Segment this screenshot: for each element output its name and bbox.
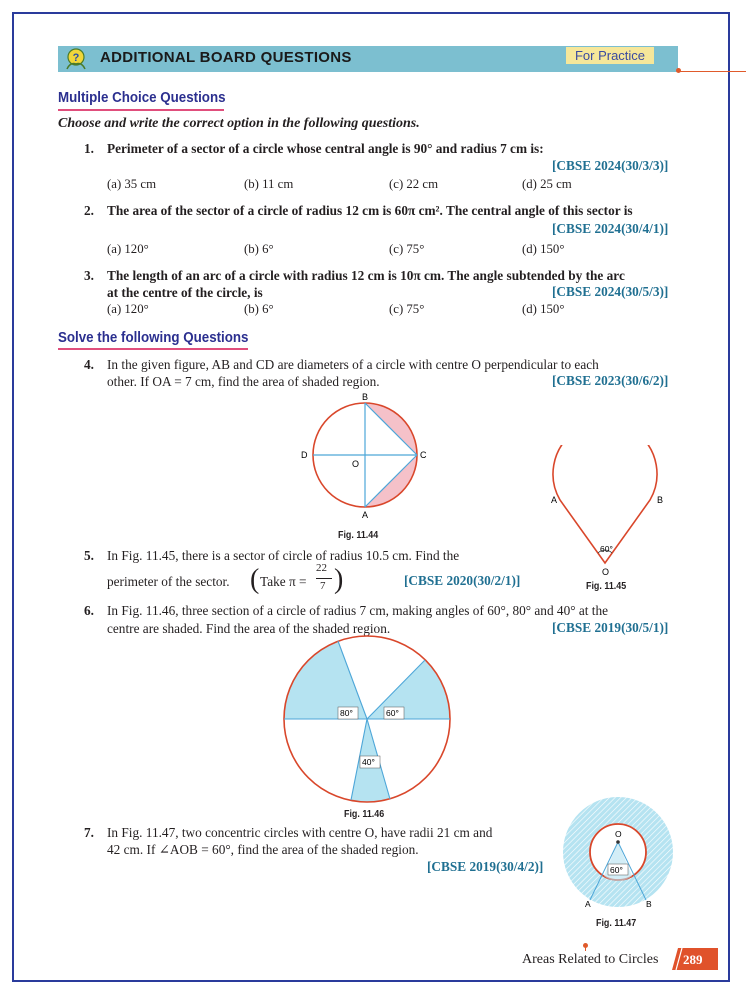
q1-text: Perimeter of a sector of a circle whose central angle is 90° and radius 7 cm is: — [107, 141, 544, 156]
q2-option-b[interactable]: (b) 6° — [244, 242, 274, 256]
fig46-caption: Fig. 11.46 — [344, 808, 385, 820]
q1-option-d[interactable]: (d) 25 cm — [522, 177, 572, 191]
frac-numerator: 22 — [316, 562, 327, 574]
angle-40: 40° — [362, 757, 375, 767]
angle-label: 60° — [610, 865, 623, 875]
practice-tag: For Practice — [566, 47, 654, 64]
label-a: A — [551, 495, 558, 505]
angle-label: 60° — [600, 544, 613, 554]
q4-source: [CBSE 2023(30/6/2)] — [552, 373, 669, 388]
q1-option-a[interactable]: (a) 35 cm — [107, 177, 157, 191]
fig44-caption: Fig. 11.44 — [338, 529, 379, 541]
label-b: B — [657, 495, 664, 505]
paren-right: ) — [334, 564, 344, 595]
solve-heading-underline — [58, 348, 248, 350]
q1-source: [CBSE 2024(30/3/3)] — [552, 158, 669, 173]
q3-option-d[interactable]: (d) 150° — [522, 302, 565, 316]
q2-option-a[interactable]: (a) 120° — [107, 242, 149, 256]
label-o: O — [352, 459, 360, 469]
q7-text-line2: 42 cm. If ∠AOB = 60°, find the area of the shaded region. — [107, 842, 419, 857]
q6-text-line1: In Fig. 11.46, three section of a circle of radius 7 cm, making angles of 60°, 80° and 40° at the — [107, 603, 609, 618]
q2-source: [CBSE 2024(30/4/1)] — [552, 221, 669, 236]
q2-option-d[interactable]: (d) 150° — [522, 242, 565, 256]
figure-11-46 — [280, 630, 455, 810]
figure-11-45 — [540, 445, 670, 580]
banner-title: ADDITIONAL BOARD QUESTIONS — [100, 49, 352, 66]
q2-number: 2. — [84, 203, 94, 218]
q1-option-c[interactable]: (c) 22 cm — [389, 177, 439, 191]
question-head-icon — [64, 48, 88, 70]
q5-text-line2: perimeter of the sector. — [107, 574, 230, 589]
footer-dot — [583, 943, 588, 948]
q7-source: [CBSE 2019(30/4/2)] — [427, 859, 544, 874]
angle-60: 60° — [386, 708, 399, 718]
mcq-heading: Multiple Choice Questions — [58, 90, 226, 106]
angle-80: 80° — [340, 708, 353, 718]
svg-text:?: ? — [72, 52, 80, 64]
fig47-caption: Fig. 11.47 — [596, 917, 637, 929]
q3-option-a[interactable]: (a) 120° — [107, 302, 149, 316]
q3-text-line2: at the centre of the circle, is — [107, 285, 263, 300]
page-number: 289 — [683, 952, 703, 967]
q7-text-line1: In Fig. 11.47, two concentric circles with centre O, have radii 21 cm and — [107, 825, 493, 840]
q1-number: 1. — [84, 141, 94, 156]
take-pi: Take π = — [260, 574, 307, 589]
q6-number: 6. — [84, 603, 94, 618]
q3-source: [CBSE 2024(30/5/3)] — [552, 284, 669, 299]
label-o: O — [602, 567, 610, 577]
sector-60 — [367, 660, 450, 719]
q3-option-b[interactable]: (b) 6° — [244, 302, 274, 316]
q3-option-c[interactable]: (c) 75° — [389, 302, 425, 316]
frac-bar — [316, 578, 332, 579]
q2-option-c[interactable]: (c) 75° — [389, 242, 425, 256]
label-c: C — [420, 450, 427, 460]
label-a: A — [585, 899, 591, 909]
q4-text-line1: In the given figure, AB and CD are diameters of a circle with centre O perpendicular to each — [107, 357, 599, 372]
q3-text-line1: The length of an arc of a circle with radius 12 cm is 10π cm. The angle subtended by the arc — [107, 268, 625, 283]
figure-11-44 — [290, 390, 440, 530]
q1-option-b[interactable]: (b) 11 cm — [244, 177, 294, 191]
q4-text-line2: other. If OA = 7 cm, find the area of shaded region. — [107, 374, 380, 389]
label-b: B — [362, 392, 369, 402]
q2-text: The area of the sector of a circle of radius 12 cm is 60π cm². The central angle of this sector is — [107, 203, 633, 218]
q6-text-line2: centre are shaded. Find the area of the shaded region. — [107, 621, 391, 636]
q5-text-line1: In Fig. 11.45, there is a sector of circle of radius 10.5 cm. Find the — [107, 548, 460, 563]
q7-number: 7. — [84, 825, 94, 840]
banner-rule — [678, 71, 746, 72]
label-a: A — [362, 510, 369, 520]
q3-number: 3. — [84, 268, 94, 283]
q6-source: [CBSE 2019(30/5/1)] — [552, 620, 669, 635]
q5-source: [CBSE 2020(30/2/1)] — [404, 573, 521, 588]
paren-left: ( — [250, 564, 260, 595]
mcq-instruction: Choose and write the correct option in the following questions. — [58, 116, 420, 131]
mcq-heading-underline — [58, 109, 224, 111]
label-b: B — [646, 899, 652, 909]
frac-denominator: 7 — [320, 580, 326, 592]
q5-number: 5. — [84, 548, 94, 563]
footer-chapter: Areas Related to Circles — [522, 952, 659, 967]
label-o: O — [615, 829, 622, 839]
q4-number: 4. — [84, 357, 94, 372]
fig45-caption: Fig. 11.45 — [586, 580, 627, 592]
figure-11-47 — [560, 790, 680, 920]
label-d: D — [301, 450, 308, 460]
solve-heading: Solve the following Questions — [58, 330, 249, 346]
